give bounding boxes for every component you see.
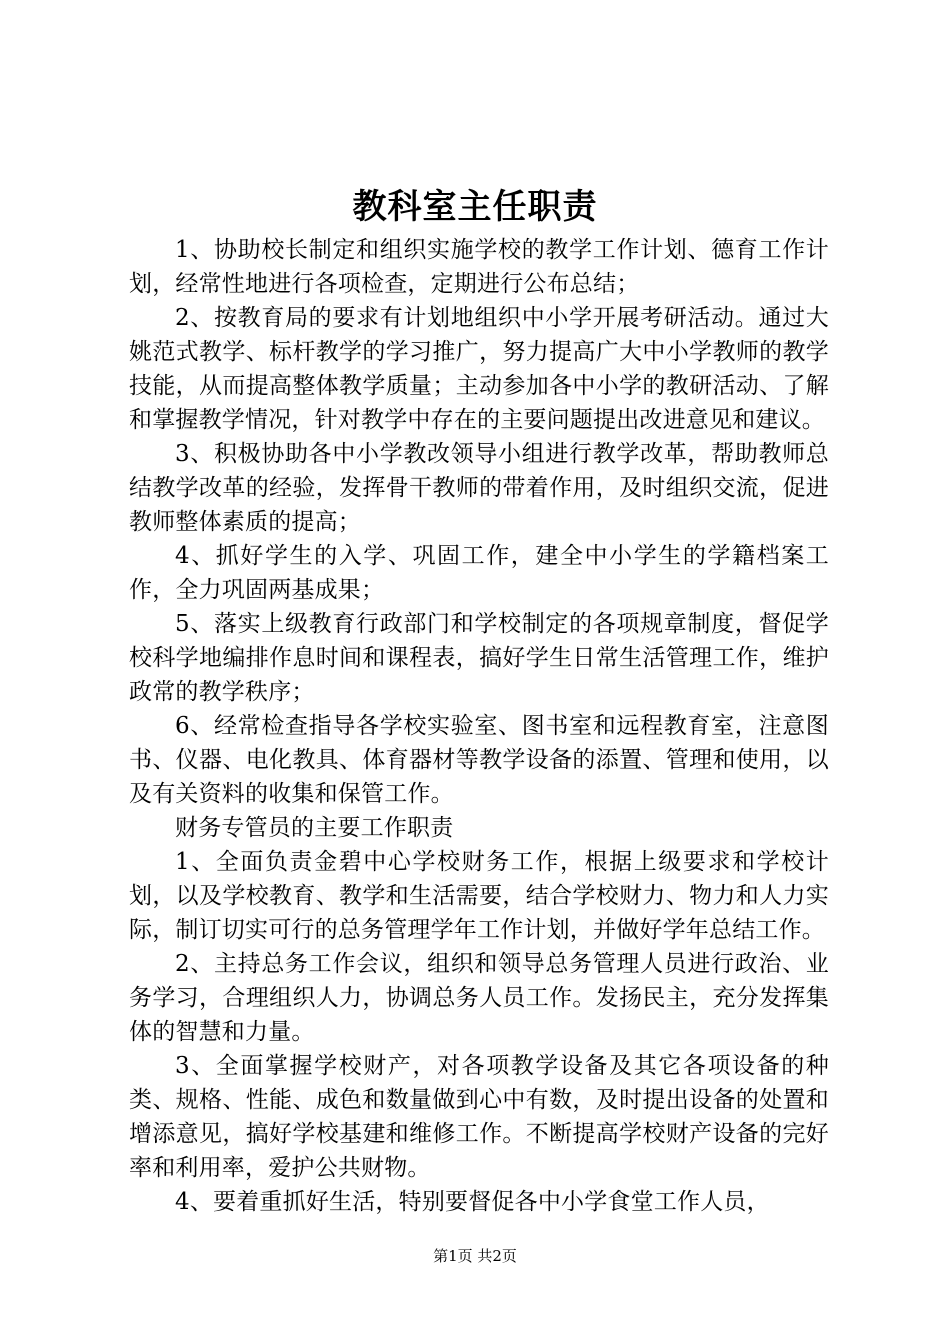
paragraph-6: 6、经常检查指导各学校实验室、图书室和远程教育室，注意图书、仪器、电化教具、体育器材等教学设备的添置、管理和使用，以及有关资料的收集和保管工作。 [129, 713, 829, 807]
paragraph-5: 5、落实上级教育行政部门和学校制定的各项规章制度，督促学校科学地编排作息时间和课程表，搞好学生日常生活管理工作，维护政常的教学秩序； [129, 611, 829, 705]
section-heading: 财务专管员的主要工作职责 [175, 815, 454, 841]
paragraph-3: 3、积极协助各中小学教改领导小组进行教学改革，帮助教师总结教学改革的经验，发挥骨干教师的带着作用，及时组织交流，促进教师整体素质的提高； [129, 441, 829, 535]
paragraph-7: 1、全面负责金碧中心学校财务工作，根据上级要求和学校计划，以及学校教育、教学和生活需要，结合学校财力、物力和人力实际，制订切实可行的总务管理学年工作计划，并做好学年总结工作。 [129, 849, 829, 943]
paragraph-2: 2、按教育局的要求有计划地组织中小学开展考研活动。通过大姚范式教学、标杆教学的学习推广，努力提高广大中小学教师的教学技能，从而提高整体教学质量；主动参加各中小学的教研活动、了解和掌握教学情况，针对教学中存在的主要问题提出改进意见和建议。 [129, 305, 829, 433]
paragraph-8: 2、主持总务工作会议，组织和领导总务管理人员进行政治、业务学习，合理组织人力，协调总务人员工作。发扬民主，充分发挥集体的智慧和力量。 [129, 951, 829, 1045]
paragraph-1: 1、协助校长制定和组织实施学校的教学工作计划、德育工作计划，经常性地进行各项检查，定期进行公布总结； [129, 237, 829, 297]
paragraph-9: 3、全面掌握学校财产，对各项教学设备及其它各项设备的种类、规格、性能、成色和数量做到心中有数，及时提出设备的处置和增添意见，搞好学校基建和维修工作。不断提高学校财产设备的完好率和利用率，爱护公共财物。 [129, 1053, 829, 1181]
document-title: 教科室主任职责 [352, 187, 598, 227]
paragraph-4: 4、抓好学生的入学、巩固工作，建全中小学生的学籍档案工作，全力巩固两基成果； [129, 543, 829, 603]
page-footer: 第1页 共2页 [433, 1247, 517, 1265]
document-body [129, 233, 829, 1219]
paragraph-10: 4、要着重抓好生活，特别要督促各中小学食堂工作人员， [175, 1189, 770, 1215]
